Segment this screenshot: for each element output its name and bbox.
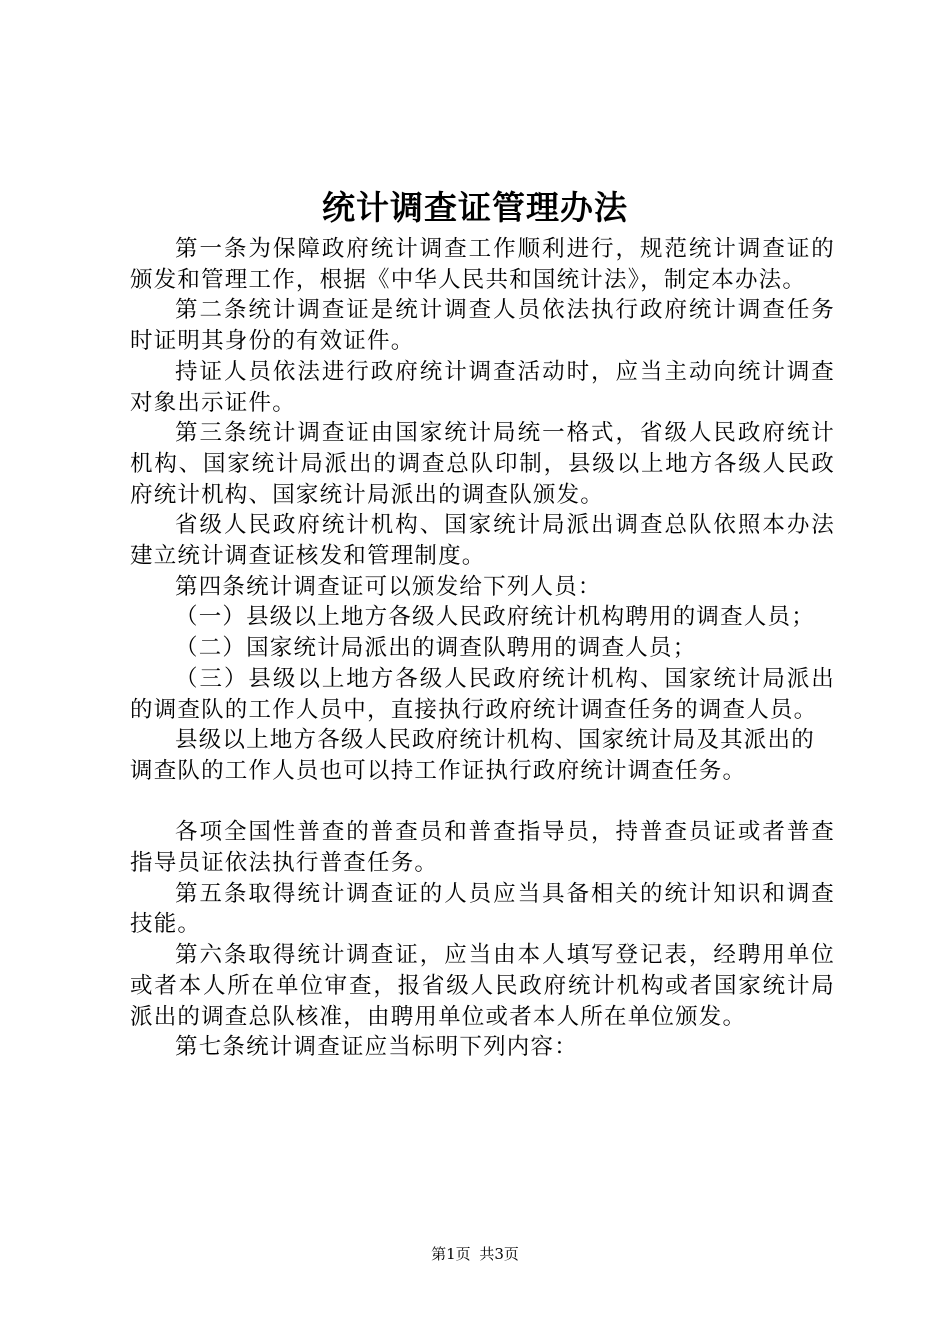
document-title: 统计调查证管理办法 (322, 188, 628, 227)
paragraph-article-2-note: 持证人员依法进行政府统计调查活动时，应当主动向统计调查对象出示证件。 (130, 358, 835, 416)
paragraph-article-1: 第一条为保障政府统计调查工作顺利进行，规范统计调查证的颁发和管理工作，根据《中华人民共和国统计法》，制定本办法。 (130, 236, 835, 293)
paragraph-census-note: 各项全国性普查的普查员和普查指导员，持普查员证或者普查指导员证依法执行普查任务。 (130, 819, 835, 877)
list-item-2: （二）国家统计局派出的调查队聘用的调查人员； (175, 635, 697, 662)
paragraph-article-7: 第七条统计调查证应当标明下列内容： (175, 1034, 578, 1061)
page-total: 共3页 (479, 1245, 519, 1263)
page-number: 第1页 (431, 1245, 471, 1263)
blank-line (130, 787, 835, 818)
paragraph-article-2: 第二条统计调查证是统计调查人员依法执行政府统计调查任务时证明其身份的有效证件。 (130, 297, 835, 355)
paragraph-article-3: 第三条统计调查证由国家统计局统一格式，省级人民政府统计机构、国家统计局派出的调查总队印制，县级以上地方各级人民政府统计机构、国家统计局派出的调查队颁发。 (130, 420, 835, 508)
paragraph-article-4: 第四条统计调查证可以颁发给下列人员： (175, 573, 602, 600)
paragraph-article-6: 第六条取得统计调查证，应当由本人填写登记表，经聘用单位或者本人所在单位审查，报省级人民政府统计机构或者国家统计局派出的调查总队核准，由聘用单位或者本人所在单位颁发。 (130, 942, 835, 1030)
paragraph-article-3-note: 省级人民政府统计机构、国家统计局派出调查总队依照本办法建立统计调查证核发和管理制度。 (130, 512, 835, 570)
list-item-1: （一）县级以上地方各级人民政府统计机构聘用的调查人员； (175, 604, 815, 631)
paragraph-article-5: 第五条取得统计调查证的人员应当具备相关的统计知识和调查技能。 (130, 880, 835, 938)
list-item-3: （三）县级以上地方各级人民政府统计机构、国家统计局派出的调查队的工作人员中，直接执行政府统计调查任务的调查人员。 (130, 665, 835, 723)
paragraph-article-4-note: 县级以上地方各级人民政府统计机构、国家统计局及其派出的调查队的工作人员也可以持工作证执行政府统计调查任务。 (130, 727, 815, 784)
page-footer (0, 1244, 950, 1264)
document-body (130, 234, 835, 1063)
